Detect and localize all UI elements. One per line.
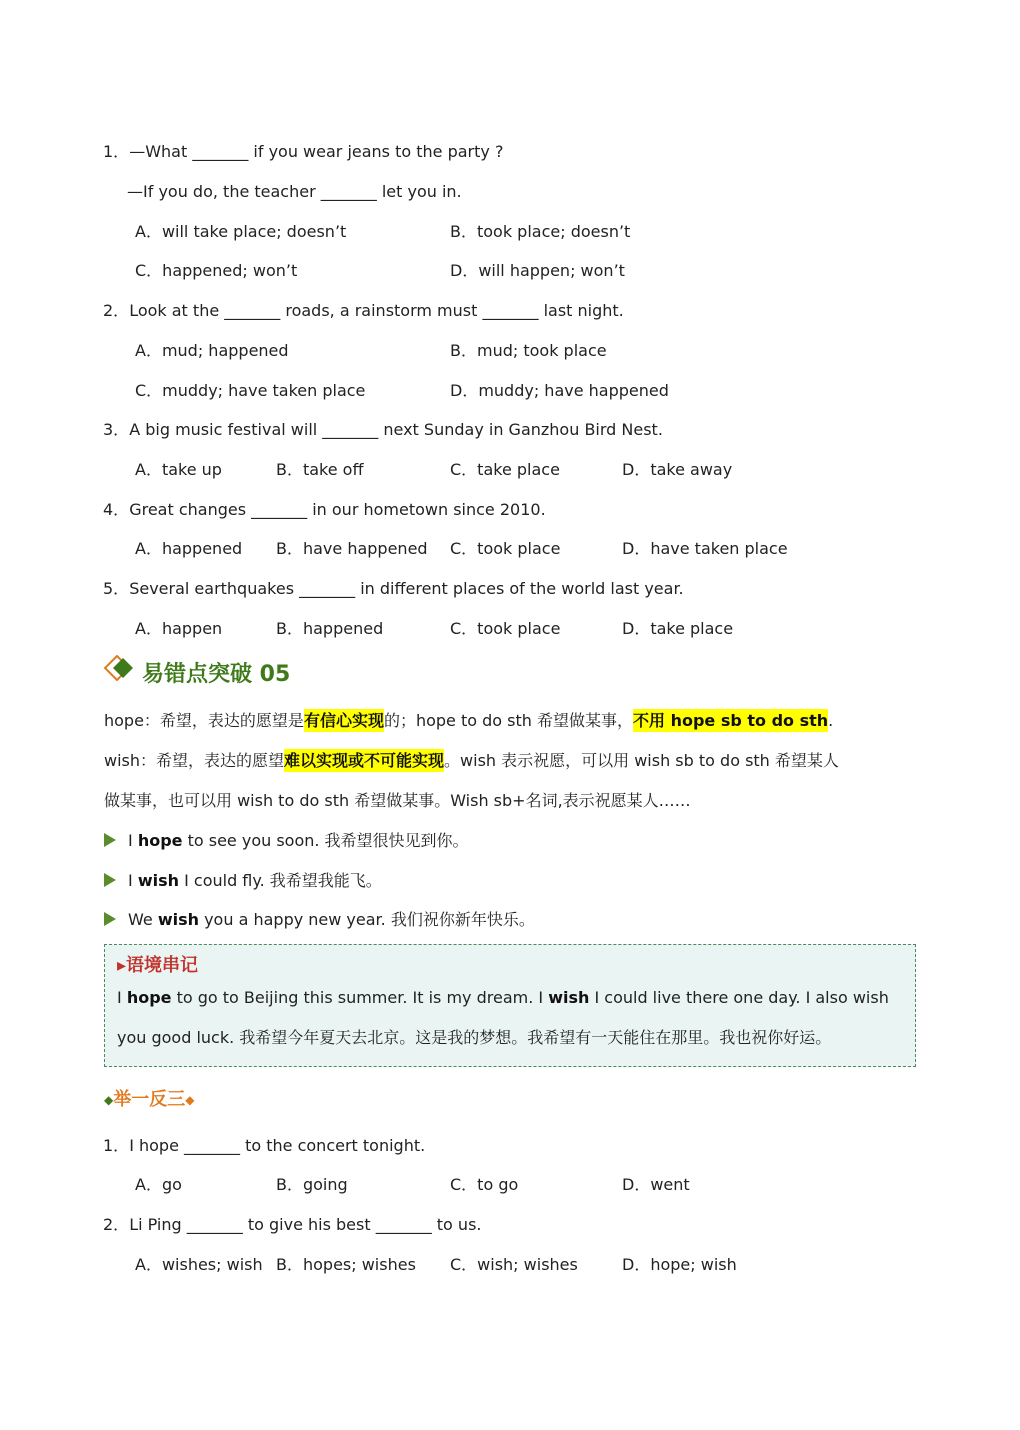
option-c[interactable]: C．wish; wishes: [450, 1255, 578, 1274]
example-2: [104, 861, 382, 901]
keyword: wish: [157, 910, 199, 929]
triangle-bullet-icon: [104, 833, 116, 847]
wish-text: wish：希望，表达的愿望: [104, 751, 285, 770]
wish-text-post: 。wish 表示祝愿，可以用 wish sb to do sth 希望某人: [444, 751, 839, 770]
option-c[interactable]: C．take place: [450, 460, 560, 479]
question-5: [103, 569, 684, 609]
question-4: [103, 490, 546, 530]
example-3: [104, 900, 535, 940]
question-text: I hope _______ to the concert tonight.: [129, 1136, 426, 1155]
context-line-2: you good luck. 我希望今年夏天去北京。这是我的梦想。我希望有一天能住在那里。我也祝你好运。: [117, 1028, 832, 1047]
option-c[interactable]: C．happened; won’t: [135, 261, 298, 280]
question-1: [103, 132, 503, 172]
diamond-icon: ◆: [185, 1093, 195, 1107]
question-number: 1．: [103, 1136, 130, 1155]
question-3: [103, 410, 663, 450]
keyword: hope: [126, 988, 172, 1007]
option-c[interactable]: C．took place: [450, 619, 561, 638]
question-text: Great changes _______ in our hometown since 2010.: [129, 500, 546, 519]
example-text: I: [128, 871, 138, 890]
diamond-icon: [104, 655, 136, 695]
option-d[interactable]: D．have taken place: [622, 539, 788, 558]
option-b[interactable]: B．took place; doesn’t: [450, 222, 631, 241]
question-number: 1．: [103, 142, 130, 161]
hope-text-mid: 的；hope to do sth 希望做某事，: [383, 711, 633, 730]
chevron-right-icon: ▸: [117, 955, 127, 976]
keyword: wish: [137, 871, 179, 890]
question-text: A big music festival will _______ next Sunday in Ganzhou Bird Nest.: [129, 420, 663, 439]
question-1-sub: —If you do, the teacher _______ let you in.: [127, 182, 462, 201]
option-b[interactable]: B．going: [276, 1175, 348, 1194]
context-text: I could live there one day. I also wish: [589, 988, 889, 1007]
option-c[interactable]: C．muddy; have taken place: [135, 381, 366, 400]
triangle-bullet-icon: [104, 912, 116, 926]
keyword: wish: [548, 988, 590, 1007]
option-b[interactable]: B．hopes; wishes: [276, 1255, 416, 1274]
option-d[interactable]: D．take place: [622, 619, 734, 638]
practice-question-1: [103, 1126, 425, 1166]
context-box: [104, 944, 916, 1067]
context-box-title-text: 语境串记: [126, 955, 199, 976]
question-number: 3．: [103, 420, 130, 439]
example-text: I could fly. 我希望我能飞。: [179, 871, 382, 890]
keyword: hope: [137, 831, 183, 850]
question-text: Look at the _______ roads, a rainstorm must _______ last night.: [129, 301, 624, 320]
highlight-hard-to-realize: 难以实现或不可能实现: [284, 751, 445, 770]
option-d[interactable]: D．take away: [622, 460, 733, 479]
question-text: Several earthquakes _______ in different places of the world last year.: [129, 579, 684, 598]
option-d[interactable]: D．muddy; have happened: [450, 381, 669, 400]
hope-text-end: .: [828, 711, 834, 730]
practice-question-2: [103, 1205, 482, 1245]
highlight-no-hope-sb: 不用 hope sb to do sth: [633, 711, 829, 730]
hope-text: hope：希望，表达的愿望是: [104, 711, 304, 730]
example-1: [104, 821, 469, 861]
option-a[interactable]: A．wishes; wish: [135, 1255, 263, 1274]
question-text: Li Ping _______ to give his best _______ to us.: [129, 1215, 482, 1234]
option-a[interactable]: A．go: [135, 1175, 182, 1194]
practice-title-text: 举一反三: [113, 1089, 186, 1110]
option-a[interactable]: A．happened: [135, 539, 243, 558]
question-2: [103, 291, 624, 331]
section-title-text: 易错点突破 05: [142, 662, 291, 687]
option-d[interactable]: D．will happen; won’t: [450, 261, 625, 280]
option-d[interactable]: D．went: [622, 1175, 690, 1194]
option-a[interactable]: A．take up: [135, 460, 222, 479]
example-text: you a happy new year. 我们祝你新年快乐。: [199, 910, 535, 929]
context-text: to go to Beijing this summer. It is my dream. I: [171, 988, 549, 1007]
question-text: —What _______ if you wear jeans to the party ?: [129, 142, 504, 161]
option-b[interactable]: B．have happened: [276, 539, 428, 558]
diamond-icon: ◆: [104, 1093, 114, 1107]
option-b[interactable]: B．happened: [276, 619, 384, 638]
option-a[interactable]: A．mud; happened: [135, 341, 289, 360]
option-d[interactable]: D．hope; wish: [622, 1255, 737, 1274]
question-number: 2．: [103, 301, 130, 320]
wish-explanation-cont: 做某事，也可以用 wish to do sth 希望做某事。Wish sb+名词,表示祝愿某人……: [104, 791, 691, 810]
question-number: 2．: [103, 1215, 130, 1234]
example-text: I: [128, 831, 138, 850]
context-line-1: [117, 978, 889, 1018]
question-number: 4．: [103, 500, 130, 519]
section-title: [104, 655, 290, 695]
highlight-confident: 有信心实现: [303, 711, 384, 730]
question-number: 5．: [103, 579, 130, 598]
triangle-bullet-icon: [104, 873, 116, 887]
option-c[interactable]: C．took place: [450, 539, 561, 558]
option-a[interactable]: A．will take place; doesn’t: [135, 222, 347, 241]
hope-explanation: [104, 701, 833, 741]
option-b[interactable]: B．mud; took place: [450, 341, 607, 360]
wish-explanation: [104, 741, 839, 781]
option-b[interactable]: B．take off: [276, 460, 364, 479]
example-text: to see you soon. 我希望很快见到你。: [182, 831, 469, 850]
context-text: I: [117, 988, 127, 1007]
option-c[interactable]: C．to go: [450, 1175, 519, 1194]
practice-title: [104, 1080, 194, 1120]
example-text: We: [128, 910, 158, 929]
option-a[interactable]: A．happen: [135, 619, 223, 638]
